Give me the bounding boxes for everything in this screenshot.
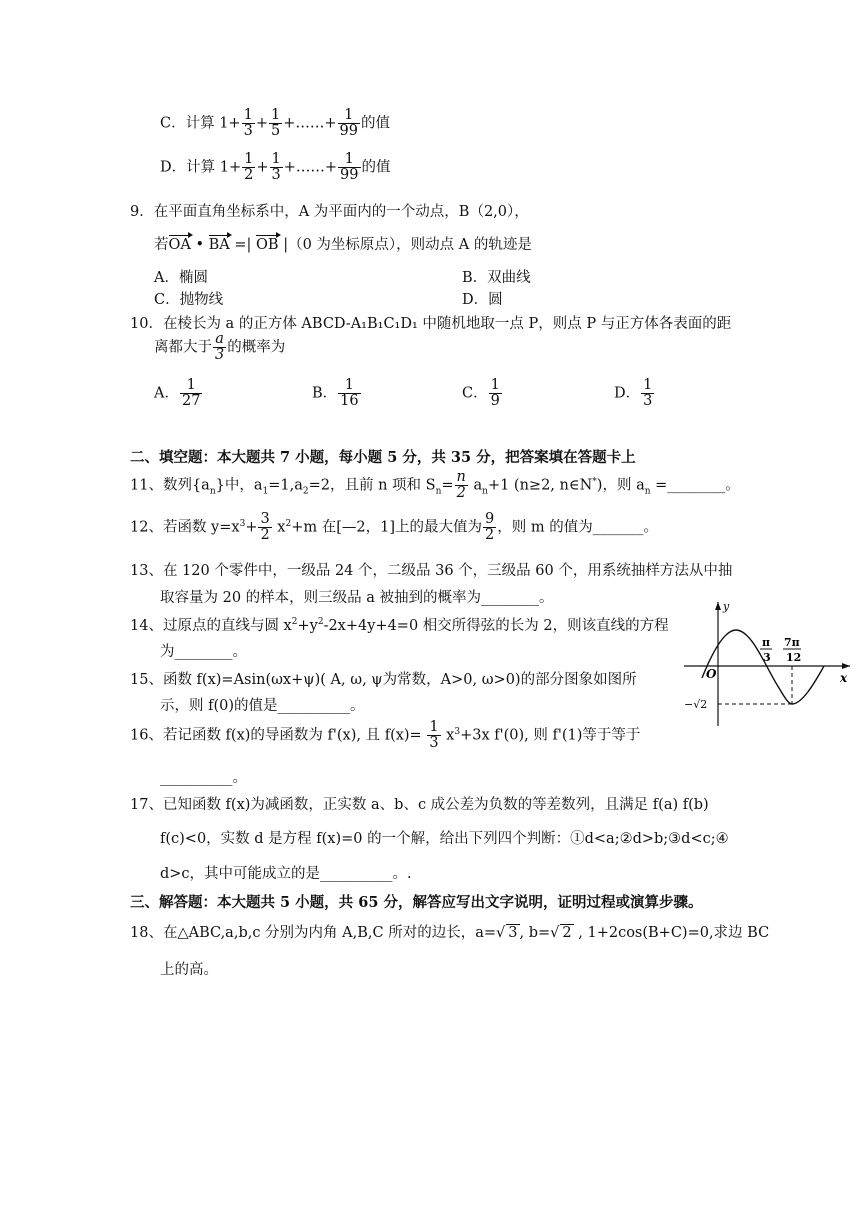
section-2-heading: 二、填空题：本大题共 7 小题，每小题 5 分，共 35 分，把答案填在答题卡上 <box>130 449 636 466</box>
q18-line2: 上的高。 <box>160 962 218 978</box>
pi-3-den: 3 <box>763 651 771 664</box>
q10-option-a: A． $\frac{1}{27}$ <box>154 377 201 410</box>
q9-option-c: C．抛物线 <box>154 292 224 308</box>
q15-line2: 示，则 f(0)的值是__________。 <box>160 698 365 714</box>
q10-option-b: B． $\frac{1}{16}$ <box>312 377 359 410</box>
q16-line1: 16、若记函数 f(x)的导函数为 f'(x), 且 f(x)= $\frac{1}{3}$ $x^3+3x$ f'(0), 则 f'(1)等于等于 <box>130 719 641 752</box>
7pi-12-den: 12 <box>786 651 802 664</box>
q18-line1: 18、在△ABC,a,b,c 分别为内角 A,B,C 所对的边长，a=√ 3 , b=√ 2 , 1+2cos(B+C)=0,求边 BC <box>130 925 770 941</box>
q14-line2: 为________。 <box>160 644 247 660</box>
q9-option-a: A．椭圆 <box>154 270 208 286</box>
q9-option-d: D．圆 <box>462 292 503 308</box>
q13-line1: 13、在 120 个零件中，一级品 24 个，二级品 36 个，三级品 60 个，用系统抽样方法从中抽 <box>130 563 733 579</box>
q9-option-b: B．双曲线 <box>462 270 531 286</box>
x-label: x <box>840 671 848 685</box>
origin-label: O <box>706 667 717 681</box>
q17-line3: d>c，其中可能成立的是__________。. <box>160 866 412 882</box>
q13-line2: 取容量为 20 的样本，则三级品 a 被抽到的概率为________。 <box>160 590 554 606</box>
q17-line2: f(c)<0，实数 d 是方程 f(x)=0 的一个解，给出下列四个判断：①d<a;②d>b;③d<c;④ <box>160 831 729 847</box>
sine-graph <box>684 598 854 728</box>
y-label: y <box>723 600 730 613</box>
q14-line1: 14、过原点的直线与圆 $x^2+y^2-2x+4y+4=0$ 相交所得弦的长为 2，则该直线的方程 <box>130 617 669 634</box>
7pi-12-num: 7π <box>784 636 800 649</box>
q17-line1: 17、已知函数 f(x)为减函数，正实数 a、b、c 成公差为负数的等差数列，且满足 f(a) f(b) <box>130 797 709 813</box>
y-axis-arrow <box>715 602 721 610</box>
q15-line1: 15、函数 f(x)=Asin(ωx+ψ)( A, ω, ψ为常数，A>0, ω>0)的部分图象如图所 <box>130 672 637 688</box>
pi-3-num: π <box>762 636 771 649</box>
q10-option-c: C． $\frac{1}{9}$ <box>462 377 500 410</box>
q9-stem: 9．在平面直角坐标系中，A 为平面内的一个动点，B（2,0）， <box>130 204 529 220</box>
neg-sqrt2-label: −√2 <box>684 698 708 711</box>
q10-option-d: D． $\frac{1}{3}$ <box>614 377 653 410</box>
q8-option-c: C．计算 1+ $\frac{1}{3}$ + $\frac{1}{5}$ +……+ $\frac{1}{99}$ 的值 <box>160 107 390 140</box>
q11: 11、数列$\{a_n\}$中，$a_1=1,a_2=2$，且前 n 项和 $S_n=$ $\frac{n}{2}$ $a_n+1$ (n≥2, n∈N*)，则 $a_n$ =________。 <box>130 469 740 502</box>
q16-line2: __________。 <box>160 770 247 786</box>
q12: 12、若函数 $y=x^3+$ $\frac{3}{2}$ $x^2+m$ 在[—2，1]上的最大值为 $\frac{9}{2}$ ，则 m 的值为_______。 <box>130 511 658 544</box>
q9-condition: 若OA • BA =| OB |（0 为坐标原点），则动点 A 的轨迹是 <box>154 237 532 253</box>
q10-line2: 离都大于 $\frac{a}{3}$ 的概率为 <box>154 331 286 364</box>
x-axis-arrow <box>842 663 850 669</box>
q8-option-d: D．计算 1+ $\frac{1}{2}$ + $\frac{1}{3}$ +……+ $\frac{1}{99}$ 的值 <box>160 151 391 184</box>
section-3-heading: 三、解答题：本大题共 5 小题，共 65 分，解答应写出文字说明，证明过程或演算步骤。 <box>130 894 703 911</box>
q10-stem: 10．在棱长为 a 的正方体 ABCD-A₁B₁C₁D₁ 中随机地取一点 P，则点 P 与正方体各表面的距 <box>130 316 732 332</box>
